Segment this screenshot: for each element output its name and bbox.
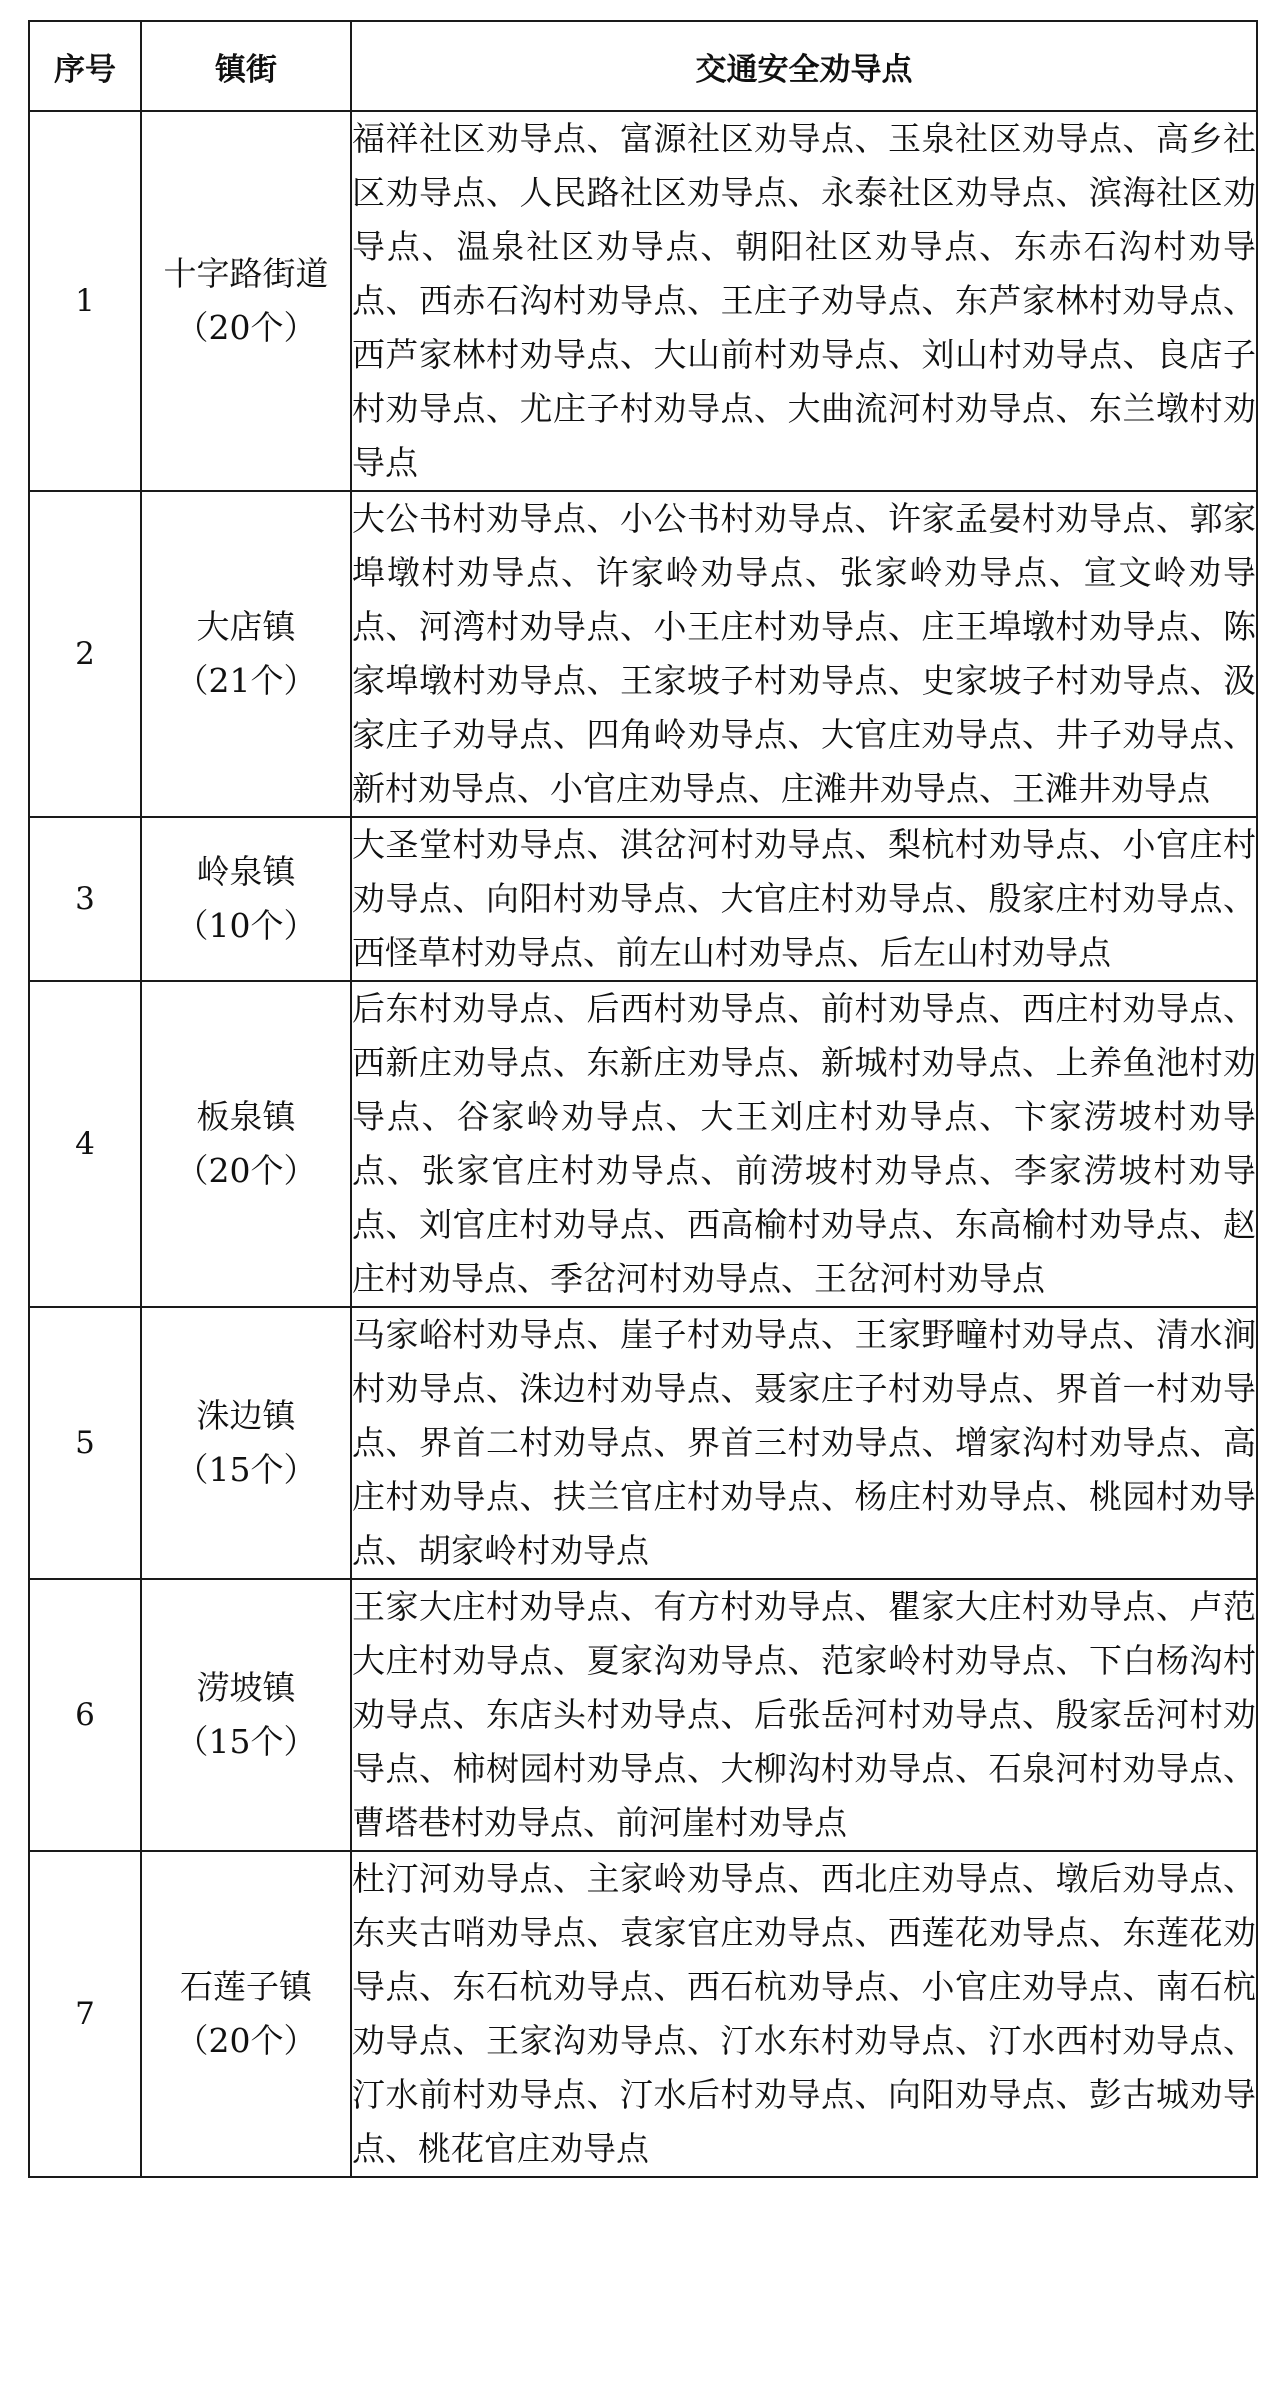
row-number: 7 (29, 1851, 141, 2177)
table-row (29, 491, 1257, 817)
table-row (29, 981, 1257, 1307)
header-points: 交通安全劝导点 (351, 21, 1257, 111)
row-number: 2 (29, 491, 141, 817)
town-name: 洙边镇 (196, 1396, 296, 1435)
table-row (29, 1579, 1257, 1851)
town-cell (141, 1579, 351, 1851)
row-number: 3 (29, 817, 141, 981)
table-header (29, 21, 1257, 111)
table-row (29, 817, 1257, 981)
town-cell (141, 1851, 351, 2177)
table-row (29, 111, 1257, 491)
town-name: 十字路街道 (163, 254, 329, 293)
town-point-count: （20个） (175, 308, 317, 347)
town-name: 板泉镇 (196, 1097, 296, 1136)
points-list: 福祥社区劝导点、富源社区劝导点、玉泉社区劝导点、高乡社区劝导点、人民路社区劝导点、永泰社区劝导点、滨海社区劝导点、温泉社区劝导点、朝阳社区劝导点、东赤石沟村劝导点、西赤石沟村劝导点、王庄子劝导点、东芦家林村劝导点、西芦家林村劝导点、大山前村劝导点、刘山村劝导点、良店子村劝导点、尤庄子村劝导点、大曲流河村劝导点、东兰墩村劝导点 (351, 111, 1257, 491)
row-number: 4 (29, 981, 141, 1307)
town-cell (141, 817, 351, 981)
town-point-count: （20个） (175, 1151, 317, 1190)
town-point-count: （15个） (175, 1722, 317, 1761)
table-row (29, 1307, 1257, 1579)
table-row (29, 1851, 1257, 2177)
points-list: 马家峪村劝导点、崖子村劝导点、王家野疃村劝导点、清水涧村劝导点、洙边村劝导点、聂家庄子村劝导点、界首一村劝导点、界首二村劝导点、界首三村劝导点、增家沟村劝导点、高庄村劝导点、扶兰官庄村劝导点、杨庄村劝导点、桃园村劝导点、胡家岭村劝导点 (351, 1307, 1257, 1579)
table-body (29, 111, 1257, 2177)
points-list: 后东村劝导点、后西村劝导点、前村劝导点、西庄村劝导点、西新庄劝导点、东新庄劝导点、新城村劝导点、上养鱼池村劝导点、谷家岭劝导点、大王刘庄村劝导点、卞家涝坡村劝导点、张家官庄村劝导点、前涝坡村劝导点、李家涝坡村劝导点、刘官庄村劝导点、西高榆村劝导点、东高榆村劝导点、赵庄村劝导点、季岔河村劝导点、王岔河村劝导点 (351, 981, 1257, 1307)
town-cell (141, 491, 351, 817)
points-list: 大公书村劝导点、小公书村劝导点、许家孟晏村劝导点、郭家埠墩村劝导点、许家岭劝导点、张家岭劝导点、宣文岭劝导点、河湾村劝导点、小王庄村劝导点、庄王埠墩村劝导点、陈家埠墩村劝导点、王家坡子村劝导点、史家坡子村劝导点、汲家庄子劝导点、四角岭劝导点、大官庄劝导点、井子劝导点、新村劝导点、小官庄劝导点、庄滩井劝导点、王滩井劝导点 (351, 491, 1257, 817)
town-cell (141, 111, 351, 491)
town-name: 岭泉镇 (196, 852, 296, 891)
header-town: 镇街 (141, 21, 351, 111)
traffic-safety-points-table (28, 20, 1258, 2178)
town-name: 大店镇 (196, 607, 296, 646)
town-point-count: （20个） (175, 2021, 317, 2060)
points-list: 杜汀河劝导点、主家岭劝导点、西北庄劝导点、墩后劝导点、东夹古哨劝导点、袁家官庄劝导点、西莲花劝导点、东莲花劝导点、东石杭劝导点、西石杭劝导点、小官庄劝导点、南石杭劝导点、王家沟劝导点、汀水东村劝导点、汀水西村劝导点、汀水前村劝导点、汀水后村劝导点、向阳劝导点、彭古城劝导点、桃花官庄劝导点 (351, 1851, 1257, 2177)
points-list: 大圣堂村劝导点、淇岔河村劝导点、梨杭村劝导点、小官庄村劝导点、向阳村劝导点、大官庄村劝导点、殷家庄村劝导点、西怪草村劝导点、前左山村劝导点、后左山村劝导点 (351, 817, 1257, 981)
row-number: 1 (29, 111, 141, 491)
town-point-count: （21个） (175, 661, 317, 700)
town-name: 石莲子镇 (180, 1967, 312, 2006)
header-row (29, 21, 1257, 111)
row-number: 5 (29, 1307, 141, 1579)
town-point-count: （10个） (175, 906, 317, 945)
row-number: 6 (29, 1579, 141, 1851)
town-cell (141, 981, 351, 1307)
header-no: 序号 (29, 21, 141, 111)
points-list: 王家大庄村劝导点、有方村劝导点、瞿家大庄村劝导点、卢范大庄村劝导点、夏家沟劝导点、范家岭村劝导点、下白杨沟村劝导点、东店头村劝导点、后张岳河村劝导点、殷家岳河村劝导点、柿树园村劝导点、大柳沟村劝导点、石泉河村劝导点、曹塔巷村劝导点、前河崖村劝导点 (351, 1579, 1257, 1851)
town-name: 涝坡镇 (196, 1668, 296, 1707)
town-point-count: （15个） (175, 1450, 317, 1489)
town-cell (141, 1307, 351, 1579)
